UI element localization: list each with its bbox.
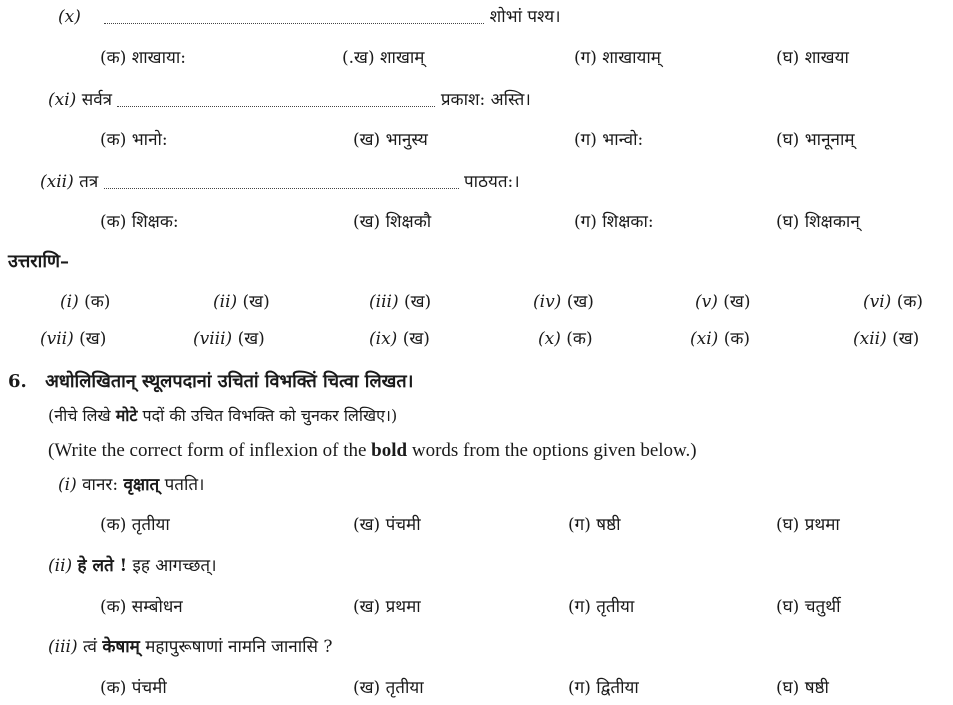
option-a: (क) सम्बोधन (100, 597, 183, 617)
answer-value: (ख) (403, 292, 432, 312)
option-a: (क) पंचमी (100, 678, 167, 698)
answer-value: (ख) (892, 329, 920, 349)
question-x (58, 6, 561, 28)
instruction-bold: bold (371, 440, 408, 461)
question-6-ii (48, 555, 217, 577)
option-b: (ख) प्रथमा (353, 597, 421, 617)
option-d: (घ) शाखया (776, 48, 849, 68)
answer-value: (क) (566, 329, 593, 349)
option-a: (क) भानो: (100, 130, 168, 150)
answer-number: (iv) (533, 292, 562, 312)
answer-value: (ख) (79, 329, 107, 349)
instruction-text: (नीचे लिखे (48, 406, 116, 425)
blank-line (104, 176, 459, 189)
answer-number: (ix) (369, 329, 398, 349)
question-text: शोभां पश्य। (489, 7, 561, 27)
option-a: (क) शाखाया: (100, 48, 186, 68)
question-text: वानर: (82, 475, 124, 495)
instruction-text: (Write the correct form of inflexion of the (48, 440, 372, 461)
answer-number: (viii) (193, 329, 233, 349)
option-c: (ग) शाखायाम् (574, 48, 661, 68)
option-d: (घ) शिक्षकान् (776, 212, 860, 232)
answer-number: (xii) (853, 329, 887, 349)
question-text-before: तत्र (79, 172, 99, 192)
answer-number: (i) (60, 292, 79, 312)
question-text: पतति। (159, 475, 205, 495)
blank-line (104, 11, 484, 24)
answer-number: (vi) (863, 292, 892, 312)
answer-value: (क) (896, 292, 924, 312)
answer-item (533, 291, 594, 313)
question-number: (iii) (48, 637, 78, 657)
question-6-iii (48, 636, 333, 658)
answer-number: (ii) (213, 292, 238, 312)
question-6-i (58, 474, 205, 496)
option-c: (ग) षष्ठी (568, 515, 621, 535)
answer-item (369, 291, 431, 313)
question-text: पाठयत:। (464, 172, 520, 192)
answer-item (863, 291, 923, 313)
section-number: 6. (8, 371, 27, 392)
option-c: (ग) भान्वो: (574, 130, 644, 150)
option-d: (घ) षष्ठी (776, 678, 829, 698)
blank-line (117, 94, 435, 107)
answer-item (690, 328, 750, 350)
question-number: (xii) (40, 172, 74, 192)
instruction-bold: मोटे (115, 406, 138, 425)
question-text-before: सर्वत्र (81, 90, 113, 110)
answer-item (213, 291, 270, 313)
question-xi (48, 89, 531, 111)
option-d: (घ) प्रथमा (776, 515, 840, 535)
option-a: (क) शिक्षक: (100, 212, 179, 232)
answer-item (60, 291, 110, 313)
answer-value: (ख) (242, 292, 270, 312)
section-6-hindi-instruction (48, 405, 397, 427)
question-xii (40, 171, 520, 193)
answer-number: (iii) (369, 292, 399, 312)
question-text: त्वं (82, 637, 103, 657)
answer-number: (x) (538, 329, 561, 349)
option-a: (क) तृतीया (100, 515, 170, 535)
answer-item (193, 328, 265, 350)
question-text: इह आगच्छत्। (127, 556, 217, 576)
option-b: (.ख) शाखाम् (342, 48, 425, 68)
question-number: (x) (58, 7, 81, 27)
answer-number: (xi) (690, 329, 719, 349)
question-number: (xi) (48, 90, 77, 110)
answer-item (40, 328, 106, 350)
answer-number: (v) (695, 292, 718, 312)
answers-title: उत्तराणि– (8, 251, 70, 272)
question-bold-word: वृक्षात् (123, 475, 160, 495)
instruction-text: पदों की उचित विभक्ति को चुनकर लिखिए।) (137, 406, 398, 425)
answer-number: (vii) (40, 329, 74, 349)
answer-value: (ख) (566, 292, 594, 312)
option-c: (ग) शिक्षका: (574, 212, 654, 232)
question-bold-word: केषाम् (102, 637, 140, 657)
option-b: (ख) तृतीया (353, 678, 424, 698)
question-number: (i) (58, 475, 77, 495)
answer-value: (ख) (237, 329, 265, 349)
answer-item (853, 328, 919, 350)
section-title: अधोलिखितान् स्थूलपदानां उचितां विभक्तिं चित्वा लिखत। (45, 371, 414, 392)
question-text: प्रकाश: अस्ति। (440, 90, 531, 110)
question-bold-word: हे लते ! (77, 556, 128, 576)
answer-value: (ख) (402, 329, 430, 349)
option-b: (ख) पंचमी (353, 515, 421, 535)
section-6-heading (8, 371, 413, 393)
option-d: (घ) चतुर्थी (776, 597, 841, 617)
answer-item (538, 328, 593, 350)
instruction-text: words from the options given below.) (407, 440, 697, 461)
answer-item (695, 291, 750, 313)
answer-value: (क) (723, 329, 751, 349)
option-d: (घ) भानूनाम् (776, 130, 855, 150)
answer-item (369, 328, 430, 350)
section-6-english-instruction (48, 440, 697, 462)
option-c: (ग) द्वितीया (568, 678, 639, 698)
answer-value: (ख) (723, 292, 751, 312)
option-b: (ख) शिक्षकौ (353, 212, 432, 232)
option-b: (ख) भानुस्य (353, 130, 428, 150)
answer-value: (क) (84, 292, 111, 312)
option-c: (ग) तृतीया (568, 597, 635, 617)
question-number: (ii) (48, 556, 73, 576)
question-text: महापुरूषाणां नामनि जानासि ? (139, 637, 333, 657)
